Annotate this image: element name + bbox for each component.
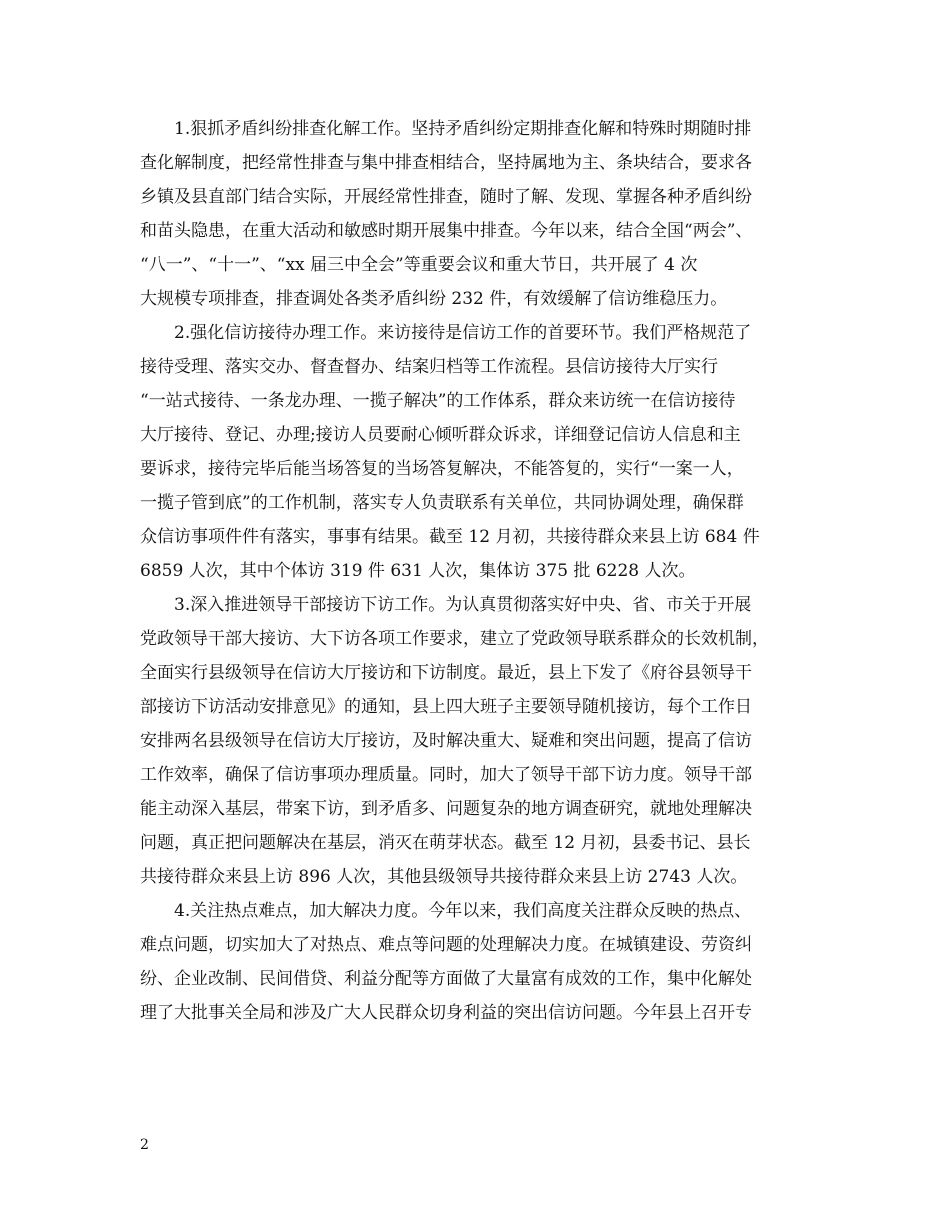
paragraph-2-line-8: 6859 人次，其中个体访 319 件 631 人次，集体访 375 批 6228 人次。	[140, 561, 696, 581]
paragraph-1-line-4: 和苗头隐患，在重大活动和敏感时期开展集中排查。今年以来，结合全国“两会”、	[140, 221, 753, 241]
paragraph-1-line-5: “八一”、“十一”、“xx 届三中全会”等重要会议和重大节日，共开展了 4 次	[140, 255, 698, 275]
paragraph-3-line-5: 安排两名县级领导在信访大厅接访，及时解决重大、疑难和突出问题，提高了信访	[140, 731, 752, 751]
document-body	[140, 112, 820, 1030]
paragraph-2-line-1: 2.强化信访接待办理工作。来访接待是信访工作的首要环节。我们严格规范了	[174, 323, 752, 343]
paragraph-3-line-3: 全面实行县级领导在信访大厅接访和下访制度。最近，县上下发了《府谷县领导干	[140, 663, 752, 683]
paragraph-2-line-3: “一站式接待、一条龙办理、一揽子解决”的工作体系，群众来访统一在信访接待	[140, 391, 736, 411]
paragraph-2-line-2: 接待受理、落实交办、督查督办、结案归档等工作流程。县信访接待大厅实行	[140, 357, 718, 377]
paragraph-2-line-6: 一揽子管到底”的工作机制，落实专人负责联系有关单位，共同协调处理，确保群	[140, 493, 744, 513]
paragraph-3-line-1: 3.深入推进领导干部接访下访工作。为认真贯彻落实好中央、省、市关于开展	[174, 595, 752, 615]
page-number: 2	[140, 1137, 149, 1153]
paragraph-4-line-4: 理了大批事关全局和涉及广大人民群众切身利益的突出信访问题。今年县上召开专	[140, 1003, 752, 1023]
paragraph-4-line-2: 难点问题，切实加大了对热点、难点等问题的处理解决力度。在城镇建设、劳资纠	[140, 935, 752, 955]
paragraph-3-line-7: 能主动深入基层，带案下访，到矛盾多、问题复杂的地方调查研究，就地处理解决	[140, 799, 752, 819]
paragraph-4-line-3: 纷、企业改制、民间借贷、利益分配等方面做了大量富有成效的工作，集中化解处	[140, 969, 752, 989]
paragraph-3-line-6: 工作效率，确保了信访事项办理质量。同时，加大了领导干部下访力度。领导干部	[140, 765, 752, 785]
paragraph-1-line-6: 大规模专项排查，排查调处各类矛盾纠纷 232 件，有效缓解了信访维稳压力。	[140, 289, 728, 309]
paragraph-3-line-9: 共接待群众来县上访 896 人次，其他县级领导共接待群众来县上访 2743 人次。	[140, 867, 748, 887]
paragraph-4-line-1: 4.关注热点难点，加大解决力度。今年以来，我们高度关注群众反映的热点、	[174, 901, 752, 921]
paragraph-2-line-4: 大厅接待、登记、办理;接访人员要耐心倾听群众诉求，详细登记信访人信息和主	[140, 425, 741, 445]
paragraph-1-line-2: 查化解制度，把经常性排查与集中排查相结合，坚持属地为主、条块结合，要求各	[140, 153, 752, 173]
paragraph-1-line-3: 乡镇及县直部门结合实际，开展经常性排查，随时了解、发现、掌握各种矛盾纠纷	[140, 187, 752, 207]
paragraph-1-line-1: 1.狠抓矛盾纠纷排查化解工作。坚持矛盾纠纷定期排查化解和特殊时期随时排	[174, 119, 752, 139]
paragraph-3-line-8: 问题，真正把问题解决在基层，消灭在萌芽状态。截至 12 月初，县委书记、县长	[140, 833, 751, 853]
paragraph-3-line-2: 党政领导干部大接访、大下访各项工作要求，建立了党政领导联系群众的长效机制，	[140, 629, 769, 649]
paragraph-2-line-5: 要诉求，接待完毕后能当场答复的当场答复解决，不能答复的，实行“一案一人，	[140, 459, 744, 479]
paragraph-3-line-4: 部接访下访活动安排意见》的通知，县上四大班子主要领导随机接访，每个工作日	[140, 697, 752, 717]
paragraph-2-line-7: 众信访事项件件有落实，事事有结果。截至 12 月初，共接待群众来县上访 684 件	[140, 527, 760, 547]
